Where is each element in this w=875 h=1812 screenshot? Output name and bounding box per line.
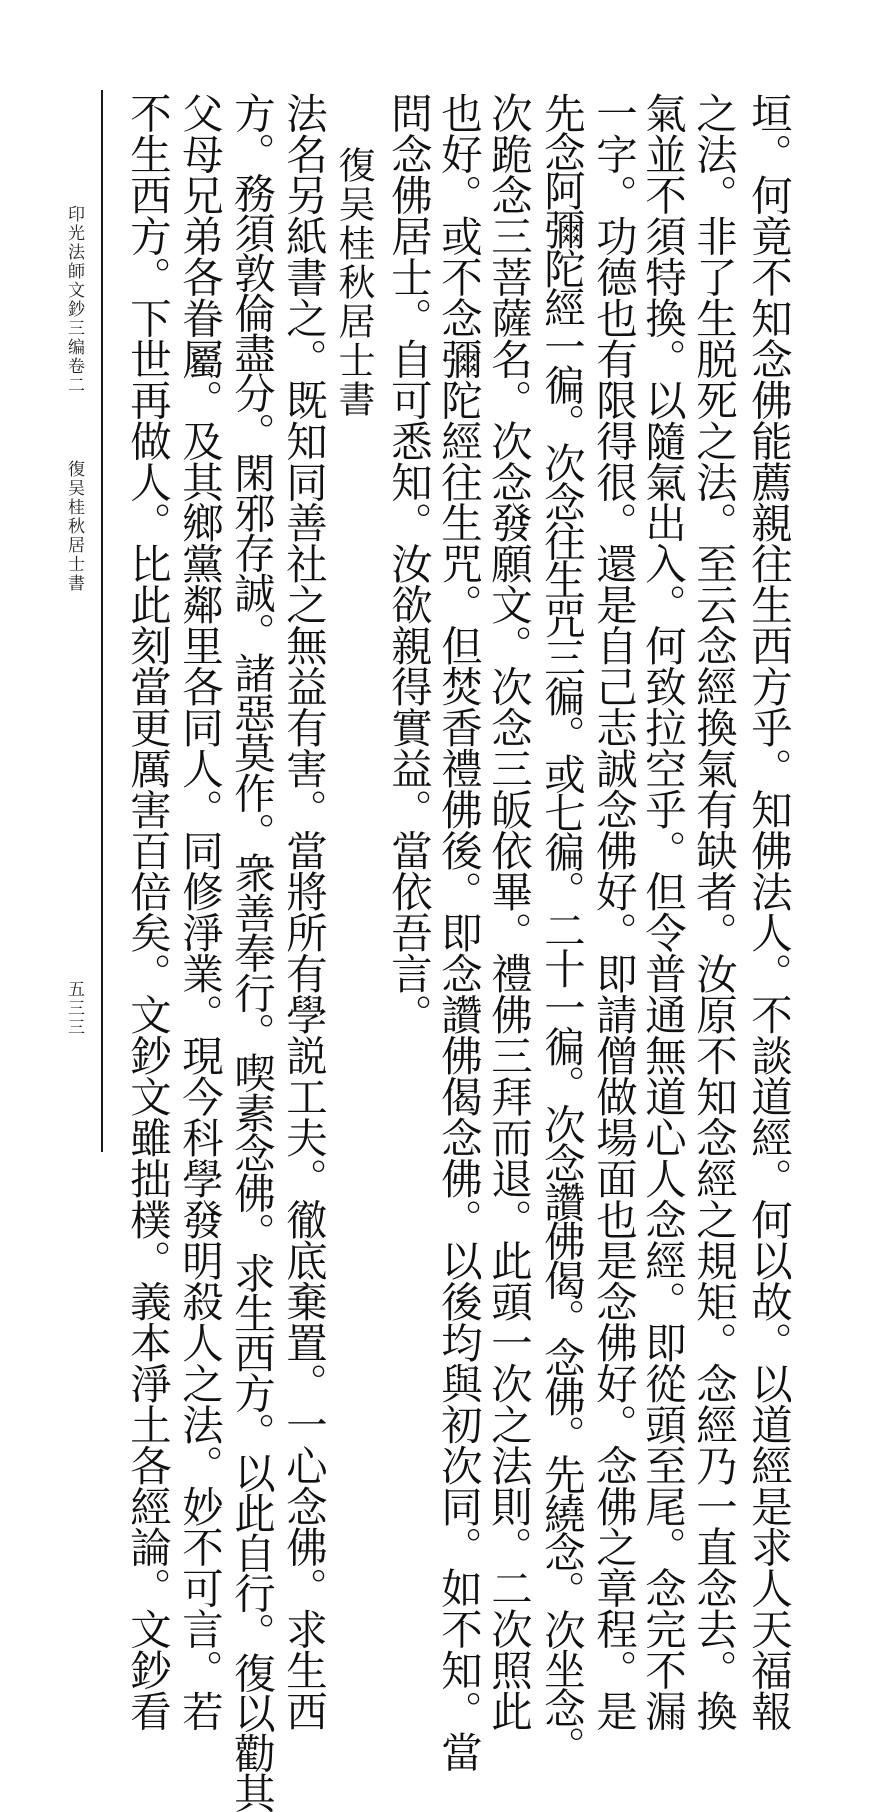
running-head-letter-title: 復吴桂秋居士書 (64, 460, 84, 593)
text-column-12: 不生西方。下世再做人。比此刻當更厲害百倍矣。文鈔文雖拙樸。義本淨土各經論。文鈔看 (123, 92, 171, 1732)
text-column-4: 一字。功德也有限得很。還是自己志誠念佛好。即請僧做場面也是念佛好。念佛之章程。是 (589, 92, 637, 1732)
text-column-6: 次跪念三菩薩名。次念發願文。次念三皈依畢。禮佛三拜而退。此頭一次之法則。二次照此 (484, 92, 532, 1732)
text-column-7: 也好。或不念彌陀經往生咒。但焚香禮佛後。即念讚佛偈念佛。以後均與初次同。如不知。當 (434, 92, 482, 1773)
text-column-10: 方。務須敦倫盡分。閑邪存誠。諸惡莫作。衆善奉行。喫素念佛。求生西方。以此自行。復以勸其 (227, 92, 275, 1812)
text-column-1: 垣。何竟不知念佛能薦親往生西方乎。知佛法人。不談道經。何以故。以道經是求人天福報 (744, 92, 792, 1732)
text-column-9: 法名另紙書之。既知同善社之無益有害。當將所有學説工夫。徹底棄置。一心念佛。求生西 (279, 92, 327, 1732)
page-border-line (101, 90, 103, 1152)
text-column-2: 之法。非了生脱死之法。至云念經換氣有缺者。汝原不知念經之規矩。念經乃一直念去。換 (689, 92, 737, 1732)
text-column-11: 父母兄弟各眷屬。及其鄉黨鄰里各同人。同修淨業。現今科學發明殺人之法。妙不可言。若 (175, 92, 223, 1732)
letter-title: 復吴桂秋居士書 (332, 146, 375, 419)
text-column-3: 氣並不須特換。以隨氣出入。何致拉空乎。但令普通無道心人念經。即從頭至尾。念完不漏 (638, 92, 686, 1732)
page-number: 五三三 (64, 980, 84, 1037)
text-column-8: 問念佛居士。自可悉知。汝欲親得實益。當依吾言。 (384, 92, 432, 1035)
running-head-book-title: 印光法師文鈔三编卷二 (64, 205, 84, 395)
text-column-5: 先念阿彌陀經一徧。次念往生咒三徧。或七徧。二十一徧。次念讚佛偈。念佛。先繞念。次坐念。 (537, 92, 585, 1765)
